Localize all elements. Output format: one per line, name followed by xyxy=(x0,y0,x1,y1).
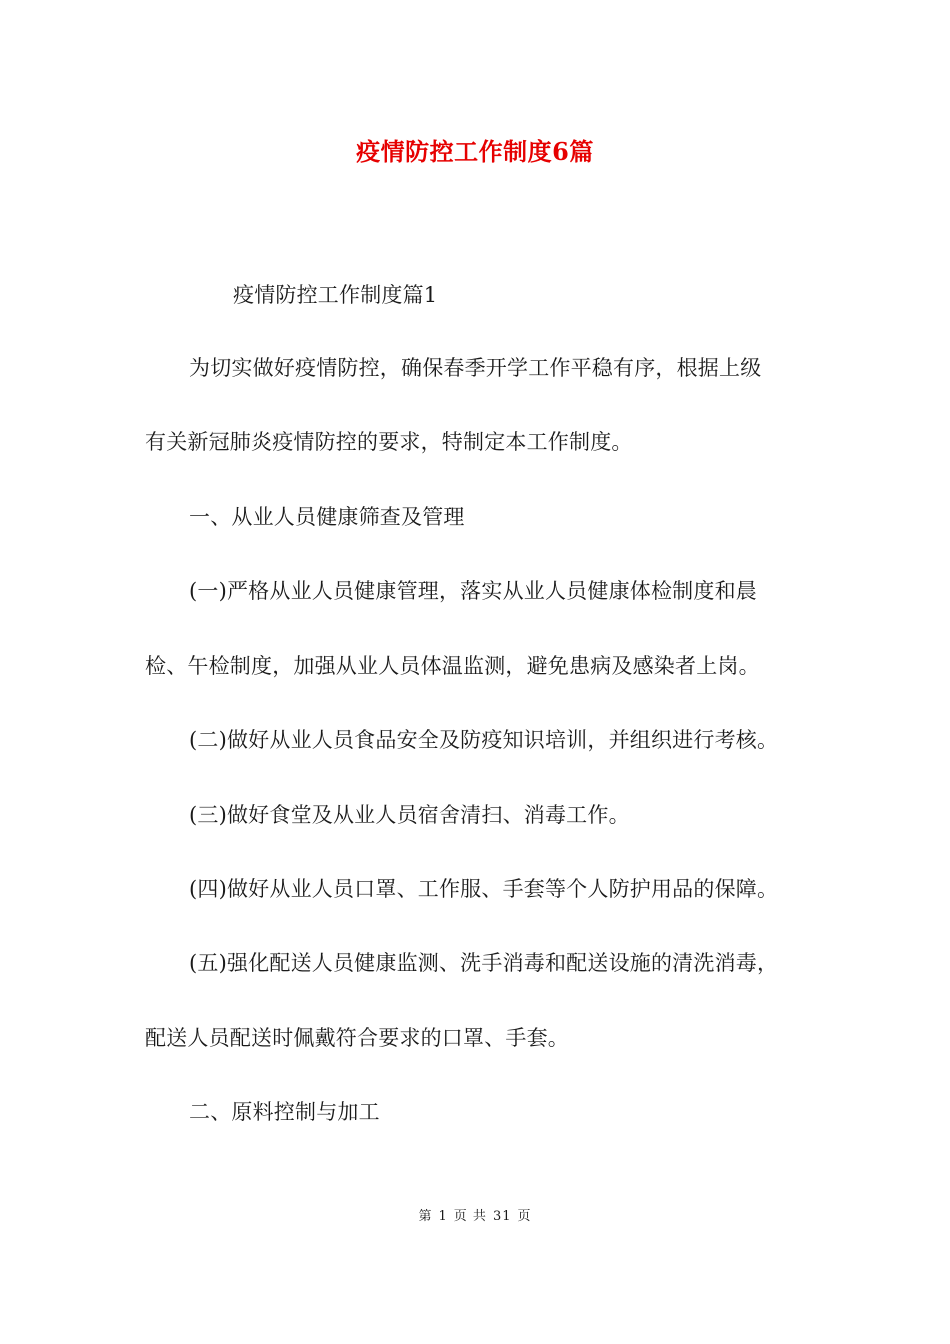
paragraph-line: 检、午检制度，加强从业人员体温监测，避免患病及感染者上岗。 xyxy=(145,654,760,678)
paragraph-line: 有关新冠肺炎疫情防控的要求，特制定本工作制度。 xyxy=(145,430,633,454)
footer-page-number: 1 xyxy=(438,1209,448,1224)
paragraph-line: (三)做好食堂及从业人员宿舍清扫、消毒工作。 xyxy=(189,803,630,827)
paragraph-line: (五)强化配送人员健康监测、洗手消毒和配送设施的清洗消毒， xyxy=(189,951,779,975)
page-footer xyxy=(0,1207,950,1227)
document-title: 疫情防控工作制度6篇 xyxy=(356,137,594,166)
section-heading-1: 疫情防控工作制度篇1 xyxy=(233,283,438,307)
paragraph-line: 为切实做好疫情防控，确保春季开学工作平稳有序，根据上级 xyxy=(189,356,762,380)
subsection-heading: 二、原料控制与加工 xyxy=(189,1100,380,1124)
paragraph-line: (二)做好从业人员食品安全及防疫知识培训，并组织进行考核。 xyxy=(189,728,779,752)
footer-total-pages: 31 xyxy=(492,1209,512,1224)
subsection-heading: 一、从业人员健康筛查及管理 xyxy=(189,505,465,529)
footer-prefix: 第 xyxy=(418,1209,433,1224)
paragraph-line: 配送人员配送时佩戴符合要求的口罩、手套。 xyxy=(145,1026,569,1050)
paragraph-line: (一)严格从业人员健康管理，落实从业人员健康体检制度和晨 xyxy=(189,579,757,603)
paragraph-line: (四)做好从业人员口罩、工作服、手套等个人防护用品的保障。 xyxy=(189,877,779,901)
footer-mid: 页 共 xyxy=(453,1209,487,1224)
footer-suffix: 页 xyxy=(517,1209,532,1224)
